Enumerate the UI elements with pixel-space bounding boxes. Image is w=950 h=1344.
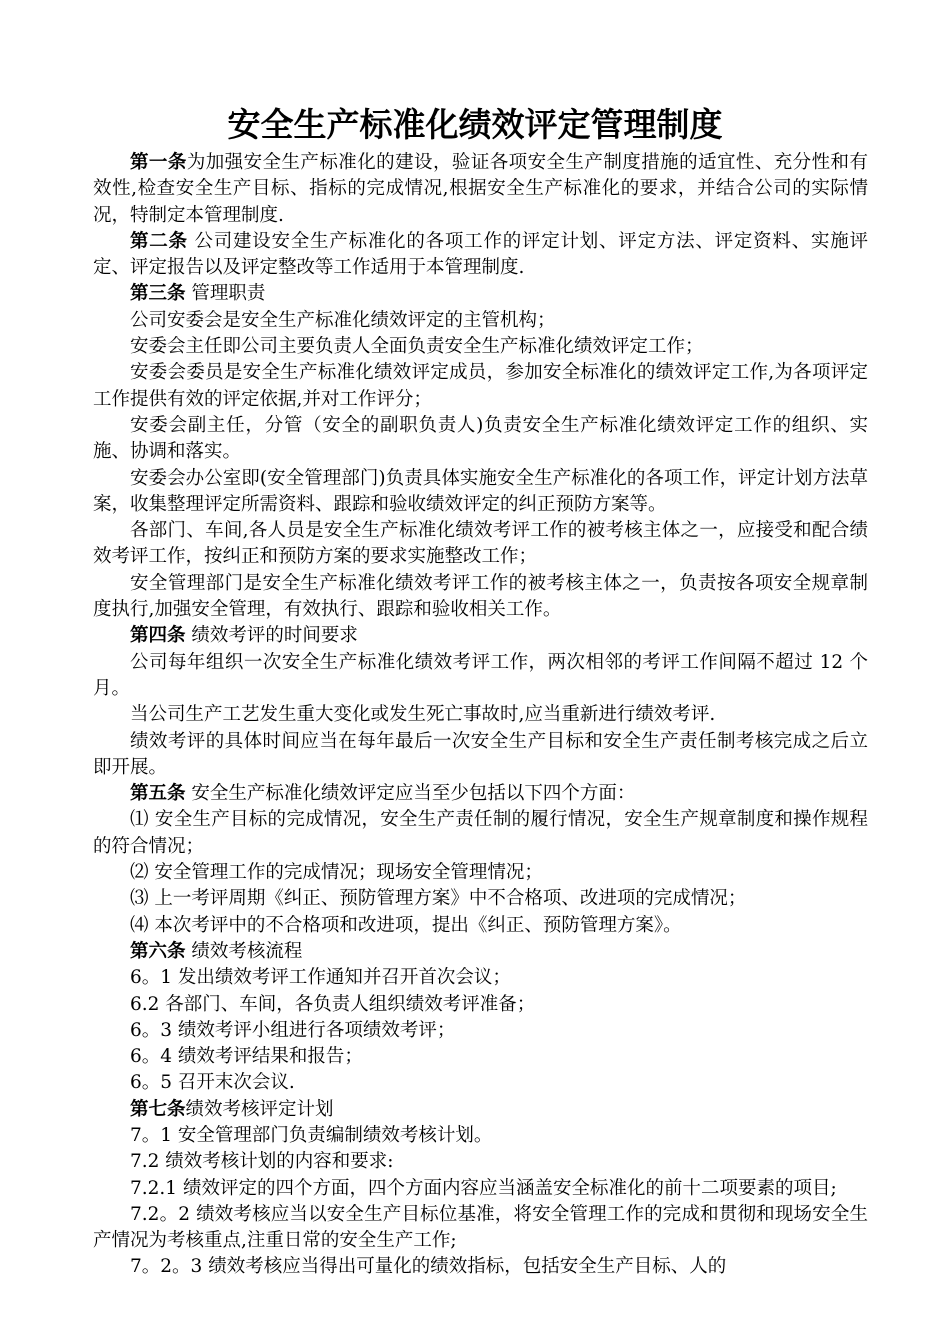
body-paragraph	[93, 308, 868, 334]
paragraph-text: 公司安委会是安全生产标准化绩效评定的主管机构；	[130, 309, 556, 331]
article-paragraph	[93, 229, 868, 282]
paragraph-text: 安委会主任即公司主要负责人全面负责安全生产标准化绩效评定工作；	[130, 336, 704, 358]
body-paragraph	[93, 913, 868, 939]
paragraph-text: ⑶ 上一考评周期《纠正、预防管理方案》中不合格项、改进项的完成情况；	[130, 888, 747, 910]
paragraph-text: ⑷ 本次考评中的不合格项和改进项，提出《纠正、预防管理方案》。	[130, 914, 682, 936]
paragraph-text: 7.2。2 绩效考核应当以安全生产目标位基准，将安全管理工作的完成和贯彻和现场安全生产情况为考核重点,注重日常的安全生产工作;	[93, 1203, 868, 1252]
paragraph-text: 绩效考核评定计划	[185, 1098, 334, 1120]
article-label: 第一条	[130, 152, 187, 173]
article-label: 第五条	[130, 783, 186, 805]
article-label: 第七条	[130, 1098, 186, 1120]
body-paragraph	[93, 807, 868, 860]
paragraph-text: 管理职责	[185, 283, 266, 305]
body-paragraph	[93, 729, 868, 782]
body-paragraph	[93, 1044, 868, 1070]
paragraph-text: 6。5 召开末次会议.	[130, 1072, 295, 1094]
article-paragraph	[93, 623, 868, 649]
body-paragraph	[93, 571, 868, 624]
paragraph-text: 各部门、车间,各人员是安全生产标准化绩效考评工作的被考核主体之一，应接受和配合绩效考评工作，按纠正和预防方案的要求实施整改工作；	[93, 520, 868, 568]
paragraph-text: 7。1 安全管理部门负责编制绩效考核计划。	[130, 1124, 493, 1146]
article-paragraph	[93, 781, 868, 807]
paragraph-text: ⑵ 安全管理工作的完成情况；现场安全管理情况；	[130, 862, 543, 884]
paragraph-text: 6。4 绩效考评结果和报告；	[130, 1046, 363, 1068]
body-paragraph	[93, 1018, 868, 1044]
body-paragraph	[93, 413, 868, 466]
paragraph-text: 安全管理部门是安全生产标准化绩效考评工作的被考核主体之一，负责按各项安全规章制度执行,加强安全管理，有效执行、跟踪和验收相关工作。	[93, 572, 868, 621]
paragraph-text: 安委会办公室即(安全管理部门)负责具体实施安全生产标准化的各项工作，评定计划方法草案，收集整理评定所需资料、跟踪和验收绩效评定的纠正预防方案等。	[93, 467, 868, 515]
paragraph-text: 安全生产标准化绩效评定应当至少包括以下四个方面：	[185, 783, 636, 805]
paragraph-text: 当公司生产工艺发生重大变化或发生死亡事故时,应当重新进行绩效考评.	[130, 704, 716, 726]
paragraph-text: 绩效考评的具体时间应当在每年最后一次安全生产目标和安全生产责任制考核完成之后立即开展。	[93, 730, 868, 778]
body-paragraph	[93, 1254, 868, 1280]
body-paragraph	[93, 518, 868, 571]
article-paragraph	[93, 281, 868, 307]
paragraph-text: 7.2.1 绩效评定的四个方面，四个方面内容应当涵盖安全标准化的前十二项要素的项目;	[130, 1177, 837, 1199]
body-paragraph	[93, 360, 868, 413]
body-paragraph	[93, 1123, 868, 1149]
document-title: 安全生产标准化绩效评定管理制度	[227, 105, 723, 144]
body-paragraph	[93, 1176, 868, 1202]
paragraph-text: 为加强安全生产标准化的建设，验证各项安全生产制度措施的适宜性、充分性和有效性,检查安全生产目标、指标的完成情况,根据安全生产标准化的要求，并结合公司的实际情况，特制定本管理制度.	[93, 152, 868, 226]
body-paragraph	[93, 965, 868, 991]
body-paragraph	[93, 1202, 868, 1255]
paragraph-text: 公司建设安全生产标准化的各项工作的评定计划、评定方法、评定资料、实施评定、评定报告以及评定整改等工作适用于本管理制度.	[93, 230, 868, 279]
paragraph-text: 6。1 发出绩效考评工作通知并召开首次会议；	[130, 967, 511, 989]
body-paragraph	[93, 466, 868, 519]
article-label: 第二条	[130, 230, 188, 252]
body-paragraph	[93, 886, 868, 912]
paragraph-text: 绩效考评的时间要求	[185, 625, 358, 647]
paragraph-text: 安委会副主任，分管（安全的副职负责人)负责安全生产标准化绩效评定工作的组织、实施、协调和落实。	[93, 414, 868, 463]
article-paragraph	[93, 1097, 868, 1123]
paragraph-text: 7。2。3 绩效考核应当得出可量化的绩效指标，包括安全生产目标、人的	[130, 1256, 727, 1278]
article-label: 第四条	[130, 625, 186, 647]
body-paragraph	[93, 1070, 868, 1096]
article-paragraph	[93, 939, 868, 965]
paragraph-text: ⑴ 安全生产目标的完成情况，安全生产责任制的履行情况，安全生产规章制度和操作规程的符合情况；	[93, 809, 868, 857]
article-label: 第六条	[130, 940, 186, 962]
paragraph-text: 6.2 各部门、车间，各负责人组织绩效考评准备；	[130, 993, 536, 1015]
article-paragraph	[93, 150, 868, 229]
body-paragraph	[93, 650, 868, 703]
paragraph-text: 绩效考核流程	[185, 940, 303, 962]
article-label: 第三条	[130, 283, 186, 305]
body-paragraph	[93, 992, 868, 1018]
paragraph-text: 7.2 绩效考核计划的内容和要求:	[130, 1151, 394, 1173]
body-paragraph	[93, 1149, 868, 1175]
body-paragraph	[93, 334, 868, 360]
document-body	[93, 150, 868, 1281]
paragraph-text: 安委会委员是安全生产标准化绩效评定成员，参加安全标准化的绩效评定工作,为各项评定工作提供有效的评定依据,并对工作评分；	[93, 362, 868, 410]
body-paragraph	[93, 702, 868, 728]
paragraph-text: 公司每年组织一次安全生产标准化绩效考评工作，两次相邻的考评工作间隔不超过 12 个月。	[93, 651, 868, 699]
paragraph-text: 6。3 绩效考评小组进行各项绩效考评；	[130, 1019, 456, 1041]
body-paragraph	[93, 860, 868, 886]
